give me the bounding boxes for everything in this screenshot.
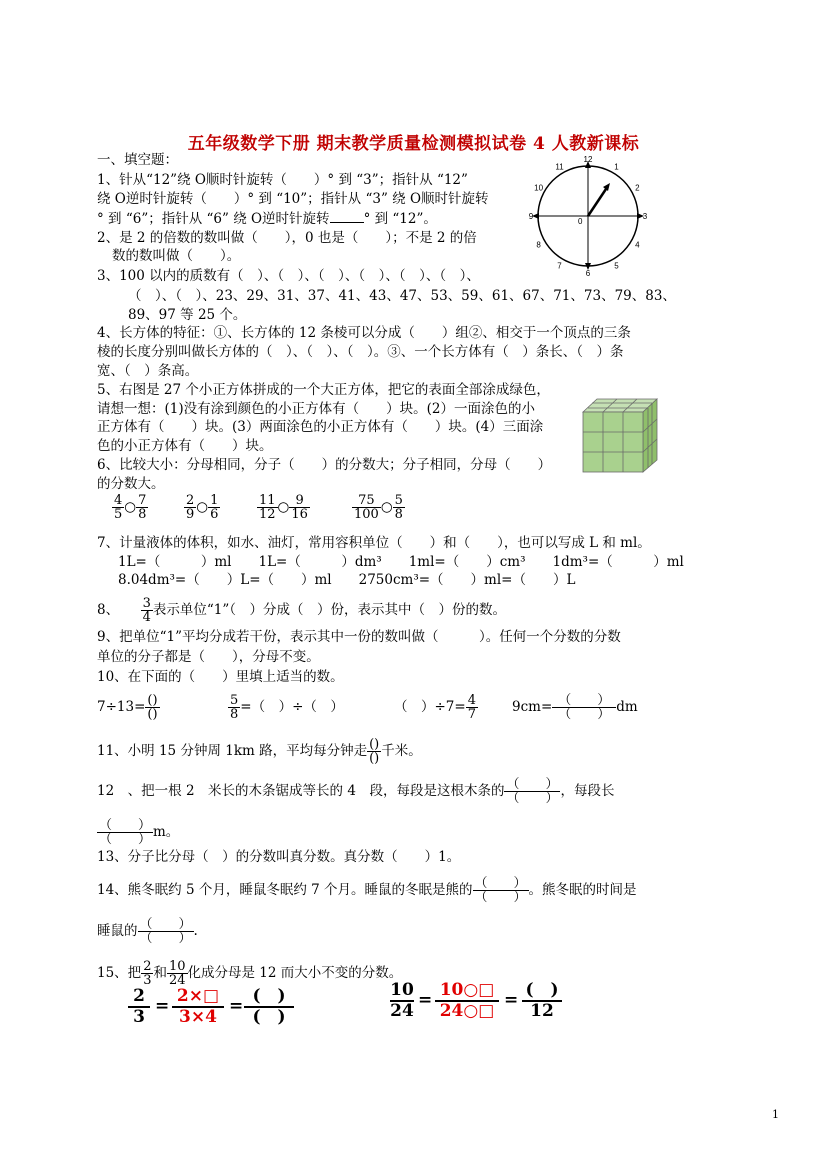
fraction: $\frac{9}{16}$ (291, 493, 308, 522)
fraction-blank[interactable]: $\frac{( )}{( )}$ (99, 818, 152, 847)
q2-line2: 数的数叫做（ ）。 (112, 248, 241, 264)
q4-line2: 棱的长度分别叫做长方体的（ ）、（ ）、（ ）。③、一个长方体有（ ）条长、（ ）条 (97, 344, 624, 360)
q2-line1: 2、是 2 的倍数的数叫做（ ），0 也是（ ）；不是 2 的倍 (97, 230, 477, 246)
fraction: $\frac{5}{8}$ (394, 493, 403, 522)
q10-expr-1: 7÷13= $\frac{()}{()}$ (97, 693, 158, 722)
q6-line1: 6、比较大小：分母相同，分子（ ）的分数大；分子相同，分母（ ） (97, 457, 552, 473)
q12-line2: $\frac{( )}{( )}$ m。 (99, 818, 180, 847)
circle-blank[interactable]: ○ (196, 499, 209, 515)
fraction: $\frac{3}{4}$ (142, 596, 151, 625)
clock-number: 9 (528, 212, 534, 221)
clock-diagram (528, 155, 650, 278)
q8-line: 8、 $\frac{3}{4}$ 表示单位“1”（ ）分成（ ）份，表示其中（ ）份的数。 (97, 596, 506, 625)
fraction-blank[interactable]: $\frac{( )}{( )}$ (506, 777, 559, 806)
q10-expr-3: （ ）÷7= $\frac{4}{7}$ (394, 693, 476, 722)
fraction-blank[interactable]: $\frac{()}{()}$ (147, 693, 158, 722)
fraction-blank[interactable]: $\frac{( )}{( )}$ (139, 917, 192, 946)
q11-line: 11、小明 15 分钟周 1km 路，平均每分钟走 $\frac{()}{()}$ 千米。 (97, 737, 422, 766)
clock-number: 7 (557, 261, 562, 271)
fraction-blank[interactable]: $\frac{()}{()}$ (369, 737, 380, 766)
fraction-blank[interactable]: $\frac{( )}{( )}$ (552, 694, 616, 721)
q1-blank[interactable] (330, 209, 364, 223)
q14-line1: 14、熊冬眠约 5 个月，睡鼠冬眠约 7 个月。睡鼠的冬眠是熊的 $\frac{( )}{( )}$ 。熊冬眠的时间是 (97, 876, 637, 905)
fraction: $\frac{5}{8}$ (230, 693, 239, 722)
fraction: $\frac{75}{100}$ (354, 493, 379, 522)
q1-line2: 绕 O逆时针旋转（ ）° 到 “10”；指针从 “3” 绕 O顺时针旋转 (97, 191, 489, 207)
fraction: $\frac{10}{24}$ (168, 959, 186, 988)
q15-box1-result[interactable]: ( ) ( ) (244, 987, 294, 1027)
circle-blank[interactable]: ○ (277, 499, 290, 515)
q1-line3-b: ° 到 “12”。 (363, 211, 437, 227)
cube-diagram (582, 398, 662, 473)
fraction: $\frac{2}{9}$ (186, 493, 195, 522)
fraction-blank[interactable]: $\frac{( )}{( )}$ (474, 876, 527, 905)
fraction: $\frac{1}{6}$ (210, 493, 219, 522)
q1-line3-a: ° 到 “6”；指针从 “6” 绕 O逆时针旋转 (97, 211, 330, 227)
circle-blank[interactable]: ○ (124, 499, 137, 515)
q6-compare-2 (184, 494, 220, 521)
q15-line: 15、把 $\frac{2}{3}$ 和 $\frac{10}{24}$ 化成分母是 12 而大小不变的分数。 (97, 959, 403, 988)
clock-number: 8 (536, 240, 541, 250)
q7-line2: 1L=（ ）ml 1L=（ ）dm³ 1ml=（ ）cm³ 1dm³=（ ）ml (118, 554, 684, 570)
q5-line1: 5、右图是 27 个小正方体拼成的一个大正方体，把它的表面全部涂成绿色， (97, 382, 550, 398)
q5-line2: 请想一想：(1)没有涂到颜色的小正方体有（ ）块。(2）一面涂色的小 (97, 401, 535, 417)
q1-line1: 1、针从“12”绕 O顺时针旋转（ ）° 到 “3”；指针从 “12” (97, 172, 468, 188)
section-heading: 一、填空题： (97, 152, 178, 168)
equals-sign: = (155, 996, 170, 1016)
q13-line: 13、分子比分母（ ）的分数叫真分数。真分数（ ）1。 (97, 849, 461, 865)
q7-line1: 7、计量液体的体积，如水、油灯，常用容积单位（ ）和（ ），也可以写成 L 和 ml。 (97, 535, 651, 551)
fraction: $\frac{4}{5}$ (114, 493, 123, 522)
q14-line2: 睡鼠的 $\frac{( )}{( )}$ . (97, 917, 198, 946)
q6-compare-1 (112, 494, 148, 521)
page-number: 1 (772, 1108, 779, 1121)
q15-box2-operate: 10○□ 24○□ (435, 981, 499, 1021)
q10-expr-2: $\frac{5}{8}$ =（ ）÷（ ） (230, 693, 344, 722)
q9-line1: 9、把单位“1”平均分成若干份，表示其中一份的数叫做（ ）。任何一个分数的分数 (97, 629, 621, 645)
q12-line1: 12 、把一根 2 米长的木条锯成等长的 4 段，每段是这根木条的 $\frac{( )}{( )}$ ，每段长 (97, 777, 615, 806)
q15-box1-frac: 2 3 (128, 987, 150, 1027)
q7-line3: 8.04dm³=（ ）L=（ ）ml 2750cm³=（ ）ml=（ ）L (118, 572, 576, 588)
q3-line1: 3、100 以内的质数有（ ）、（ ）、（ ）、（ ）、（ ）、（ ）、 (97, 268, 480, 284)
clock-number: 1 (614, 162, 619, 172)
clock-number: 12 (583, 155, 593, 164)
q10-expr-4: 9cm= $\frac{( )}{( )}$ dm (512, 693, 638, 722)
q9-line2: 单位的分子都是（ ），分母不变。 (97, 649, 320, 665)
q5-line4: 色的小正方体有（ ）块。 (97, 438, 273, 454)
q15-box2-result[interactable]: ( ) 12 (522, 981, 562, 1021)
clock-number: 6 (585, 269, 591, 278)
q6-line2: 的分数大。 (97, 476, 165, 492)
q4-line1: 4、长方体的特征：①、长方体的 12 条棱可以分成（ ）组②、相交于一个顶点的三条 (97, 325, 631, 341)
q5-line3: 正方体有（ ）块。(3）两面涂色的小正方体有（ ）块。(4）三面涂 (97, 419, 544, 435)
clock-number: 11 (555, 162, 564, 172)
q6-compare-3 (257, 494, 310, 521)
page-title: 五年级数学下册 期末教学质量检测模拟试卷 4 人教新课标 (187, 134, 640, 154)
q10-line1: 10、在下面的（ ）里填上适当的数。 (97, 669, 344, 685)
equals-sign: = (418, 990, 433, 1010)
q4-line3: 宽、（ ）条高。 (97, 363, 199, 379)
clock-center-label: 0 (578, 217, 583, 226)
q3-line2: （ ）、（ ）、23、29、31、37、41、43、47、53、59、61、67、71、73、79、83、 (128, 288, 676, 304)
q15-box1-multiply: 2×□ 3×4 (172, 987, 224, 1027)
fraction: $\frac{2}{3}$ (143, 959, 152, 988)
fraction: $\frac{4}{7}$ (467, 693, 476, 722)
clock-number: 4 (635, 240, 640, 250)
equals-sign: = (504, 990, 519, 1010)
clock-number: 3 (642, 212, 648, 221)
q6-compare-4 (352, 494, 405, 521)
clock-number: 5 (614, 261, 619, 271)
fraction: $\frac{11}{12}$ (259, 493, 276, 522)
q1-line3 (97, 209, 437, 228)
clock-number: 2 (635, 183, 640, 193)
q3-line3: 89、97 等 25 个。 (128, 307, 247, 323)
circle-blank[interactable]: ○ (380, 499, 393, 515)
clock-number: 10 (534, 183, 544, 193)
fraction: $\frac{7}{8}$ (138, 493, 147, 522)
equals-sign: = (229, 996, 244, 1016)
q15-box2-frac: 10 24 (390, 980, 414, 1021)
